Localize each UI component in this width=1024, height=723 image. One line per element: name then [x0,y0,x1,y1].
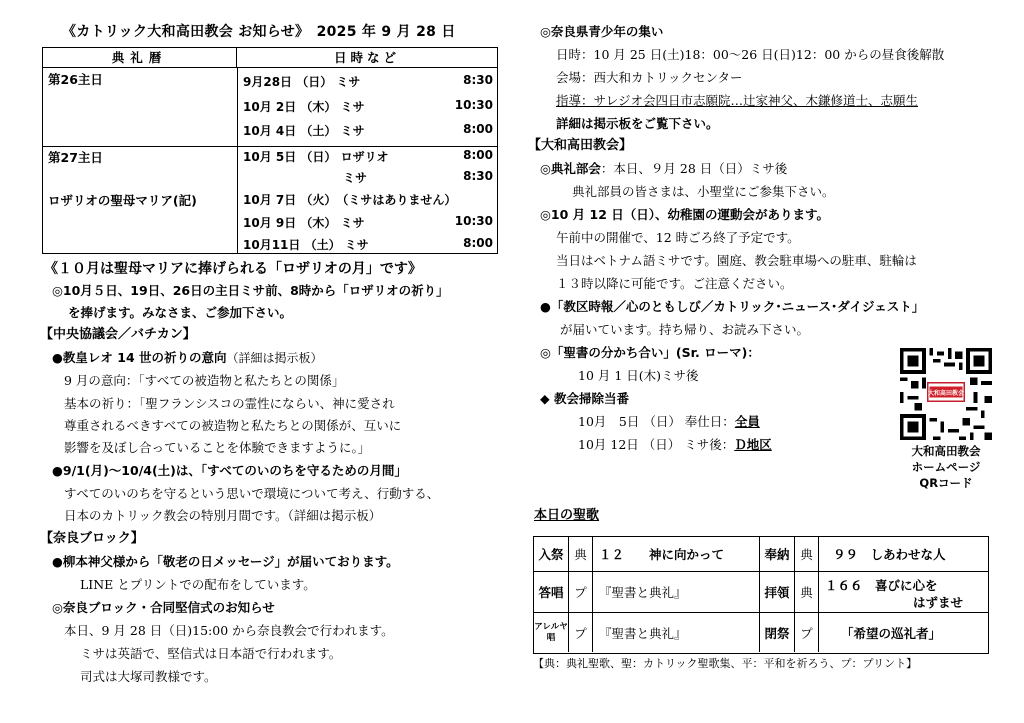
life-month-line: すべてのいのちを守るという思いで環境について考え、行動する、 [64,486,440,501]
qr-caption-line: 大和高田教会 [911,444,981,458]
pope-line: 9 月の意向：「すべての被造物と私たちとの関係」 [64,373,345,388]
schedule-row: 10月 4日 （土） ミサ 8:00 [243,122,493,138]
elder-message-heading: ●柳本神父様から「敬老の日メッセージ」が届いております。 [52,554,399,569]
schedule-row: 10月 2日 （木） ミサ 10:30 [243,98,493,114]
liturgy-meeting-line: 典礼部員の皆さまは、小聖堂にご参集下さい。 [572,184,835,199]
youth-notice: 詳細は掲示板をご覧下さい。 [556,116,719,131]
life-month-line: 日本のカトリック教会の特別月間です。（詳細は掲示板） [64,508,382,523]
schedule-label-rosary: ロザリオの聖母マリア(記) [48,193,197,208]
sports-day-heading: ◎10 月 12 日（日）、幼稚園の運動会があります。 [540,207,830,222]
schedule-header-liturgy: 典礼暦 [43,48,237,68]
confirmation-line: 本日、9 月 28 日（日)15:00 から奈良教会で行われます。 [64,623,394,638]
pope-line: 影響を及ぼし合っていることを体験できますように。」 [64,440,371,455]
pope-line: 基本の祈り：「聖フランシスコの霊性にならい、神に愛され [64,396,395,411]
parish-heading: 【大和高田教会】 [528,138,633,153]
sports-day-line: 午前中の開催で、12 時ごろ終了予定です。 [556,230,800,245]
confirmation-heading: ◎奈良ブロック・合同堅信式のお知らせ [52,600,275,615]
bible-sharing-heading: ◎「聖書の分かち合い」(Sr. ローマ)： [540,345,760,360]
hymn-heading: 本日の聖歌 [534,508,600,523]
hymn-row: 答唱 プ 『聖書と典礼』 拝領 典 １６６ 喜びに心を はずませ [534,572,988,613]
schedule-row: 9月28日 （日） ミサ 8:30 [243,73,493,89]
hymn-row: 入祭 典 １２ 神に向かって 奉納 典 ９９ しあわせな人 [534,537,988,572]
schedule-row: 10月 7日 （火） （ミサはありません） [243,193,457,207]
schedule-header [43,48,497,68]
hymn-table [533,536,989,654]
schedule-header-datetime: 日時など [333,50,400,65]
schedule-row: 10月 9日 （木） ミサ 10:30 [243,214,493,230]
pope-intention-heading: ●教皇レオ 14 世の祈りの意向（詳細は掲示板） [52,350,323,365]
hymn-legend: 【典：典礼聖歌、聖：カトリック聖歌集、平：平和を祈ろう、プ：プリント】 [533,657,918,670]
pope-line: 尊重されるべきすべての被造物と私たちとの関係が、互いに [64,418,402,433]
liturgy-meeting-heading: ◎典礼部会：本日、９月 28 日（日）ミサ後 [540,161,788,176]
schedule-label-27: 第27主日 [48,150,103,165]
schedule-row: 10月11日 （土） ミサ 8:00 [243,236,493,252]
qr-label: 大和高田教会 [927,390,964,397]
qr-caption-line: ホームページ [911,460,981,474]
central-council-heading: 【中央協議会／バチカン】 [40,327,196,342]
rosary-heading: 《１０月は聖母マリアに捧げられる「ロザリオの月」です》 [44,261,422,277]
youth-line: 会場：西大和カトリックセンター [556,70,743,85]
cleaning-row: 10月 12日 （日） ミサ後：Ｄ地区 [578,437,772,452]
qr-caption-line: QRコード [919,476,973,490]
youth-line: 指導：サレジオ会四日市志願院…辻家神父、木鎌修道士、志願生 [556,93,918,108]
confirmation-line: ミサは英語で、堅信式は日本語で行われます。 [80,646,342,661]
life-month-heading: ●9/1(月)～10/4(土)は、「すべてのいのちを守るための月間」 [52,463,407,478]
page-title: 《カトリック大和高田教会 お知らせ》 2025 年 9 月 28 日 [62,24,456,40]
schedule-label-26: 第26主日 [48,72,103,87]
bible-sharing-line: 10 月 1 日(木)ミサ後 [578,368,699,383]
cleaning-heading: ◆ 教会掃除当番 [540,391,629,406]
hymn-row: アレルヤ唱 プ 『聖書と典礼』 閉祭 プ 「希望の巡礼者」 [534,613,988,652]
confirmation-line: 司式は大塚司教様です。 [80,669,217,684]
cleaning-row: 10月 5日 （日） 奉仕日：全員 [578,414,760,429]
schedule-row: 10月 5日 （日） ロザリオ 8:00 [243,148,493,164]
sports-day-line: 当日はベトナム語ミサです。園庭、教会駐車場への駐車、駐輪は [556,253,917,268]
schedule-table [42,47,498,254]
rosary-line: を捧げます。みなさま、ご参加下さい。 [68,305,293,320]
news-heading: ●「教区時報／心のともしび／カトリック･ニュース･ダイジェスト」 [540,299,925,314]
nara-block-heading: 【奈良ブロック】 [40,531,144,546]
youth-heading: ◎奈良県青少年の集い [540,24,664,39]
elder-message-line: LINE とプリントでの配布をしています。 [80,577,316,592]
rosary-line: ◎10月５日、19日、26日の主日ミサ前、8時から「ロザリオの祈り」 [52,283,449,298]
youth-line: 日時：10 月 25 日(土)18：00～26 日(日)12：00 からの昼食後解散 [556,47,945,62]
sports-day-line: １３時以降に可能です。ご注意ください。 [556,276,793,291]
news-line: が届いています。持ち帰り、お読み下さい。 [560,322,810,337]
schedule-row: ミサ 8:30 [343,169,493,185]
